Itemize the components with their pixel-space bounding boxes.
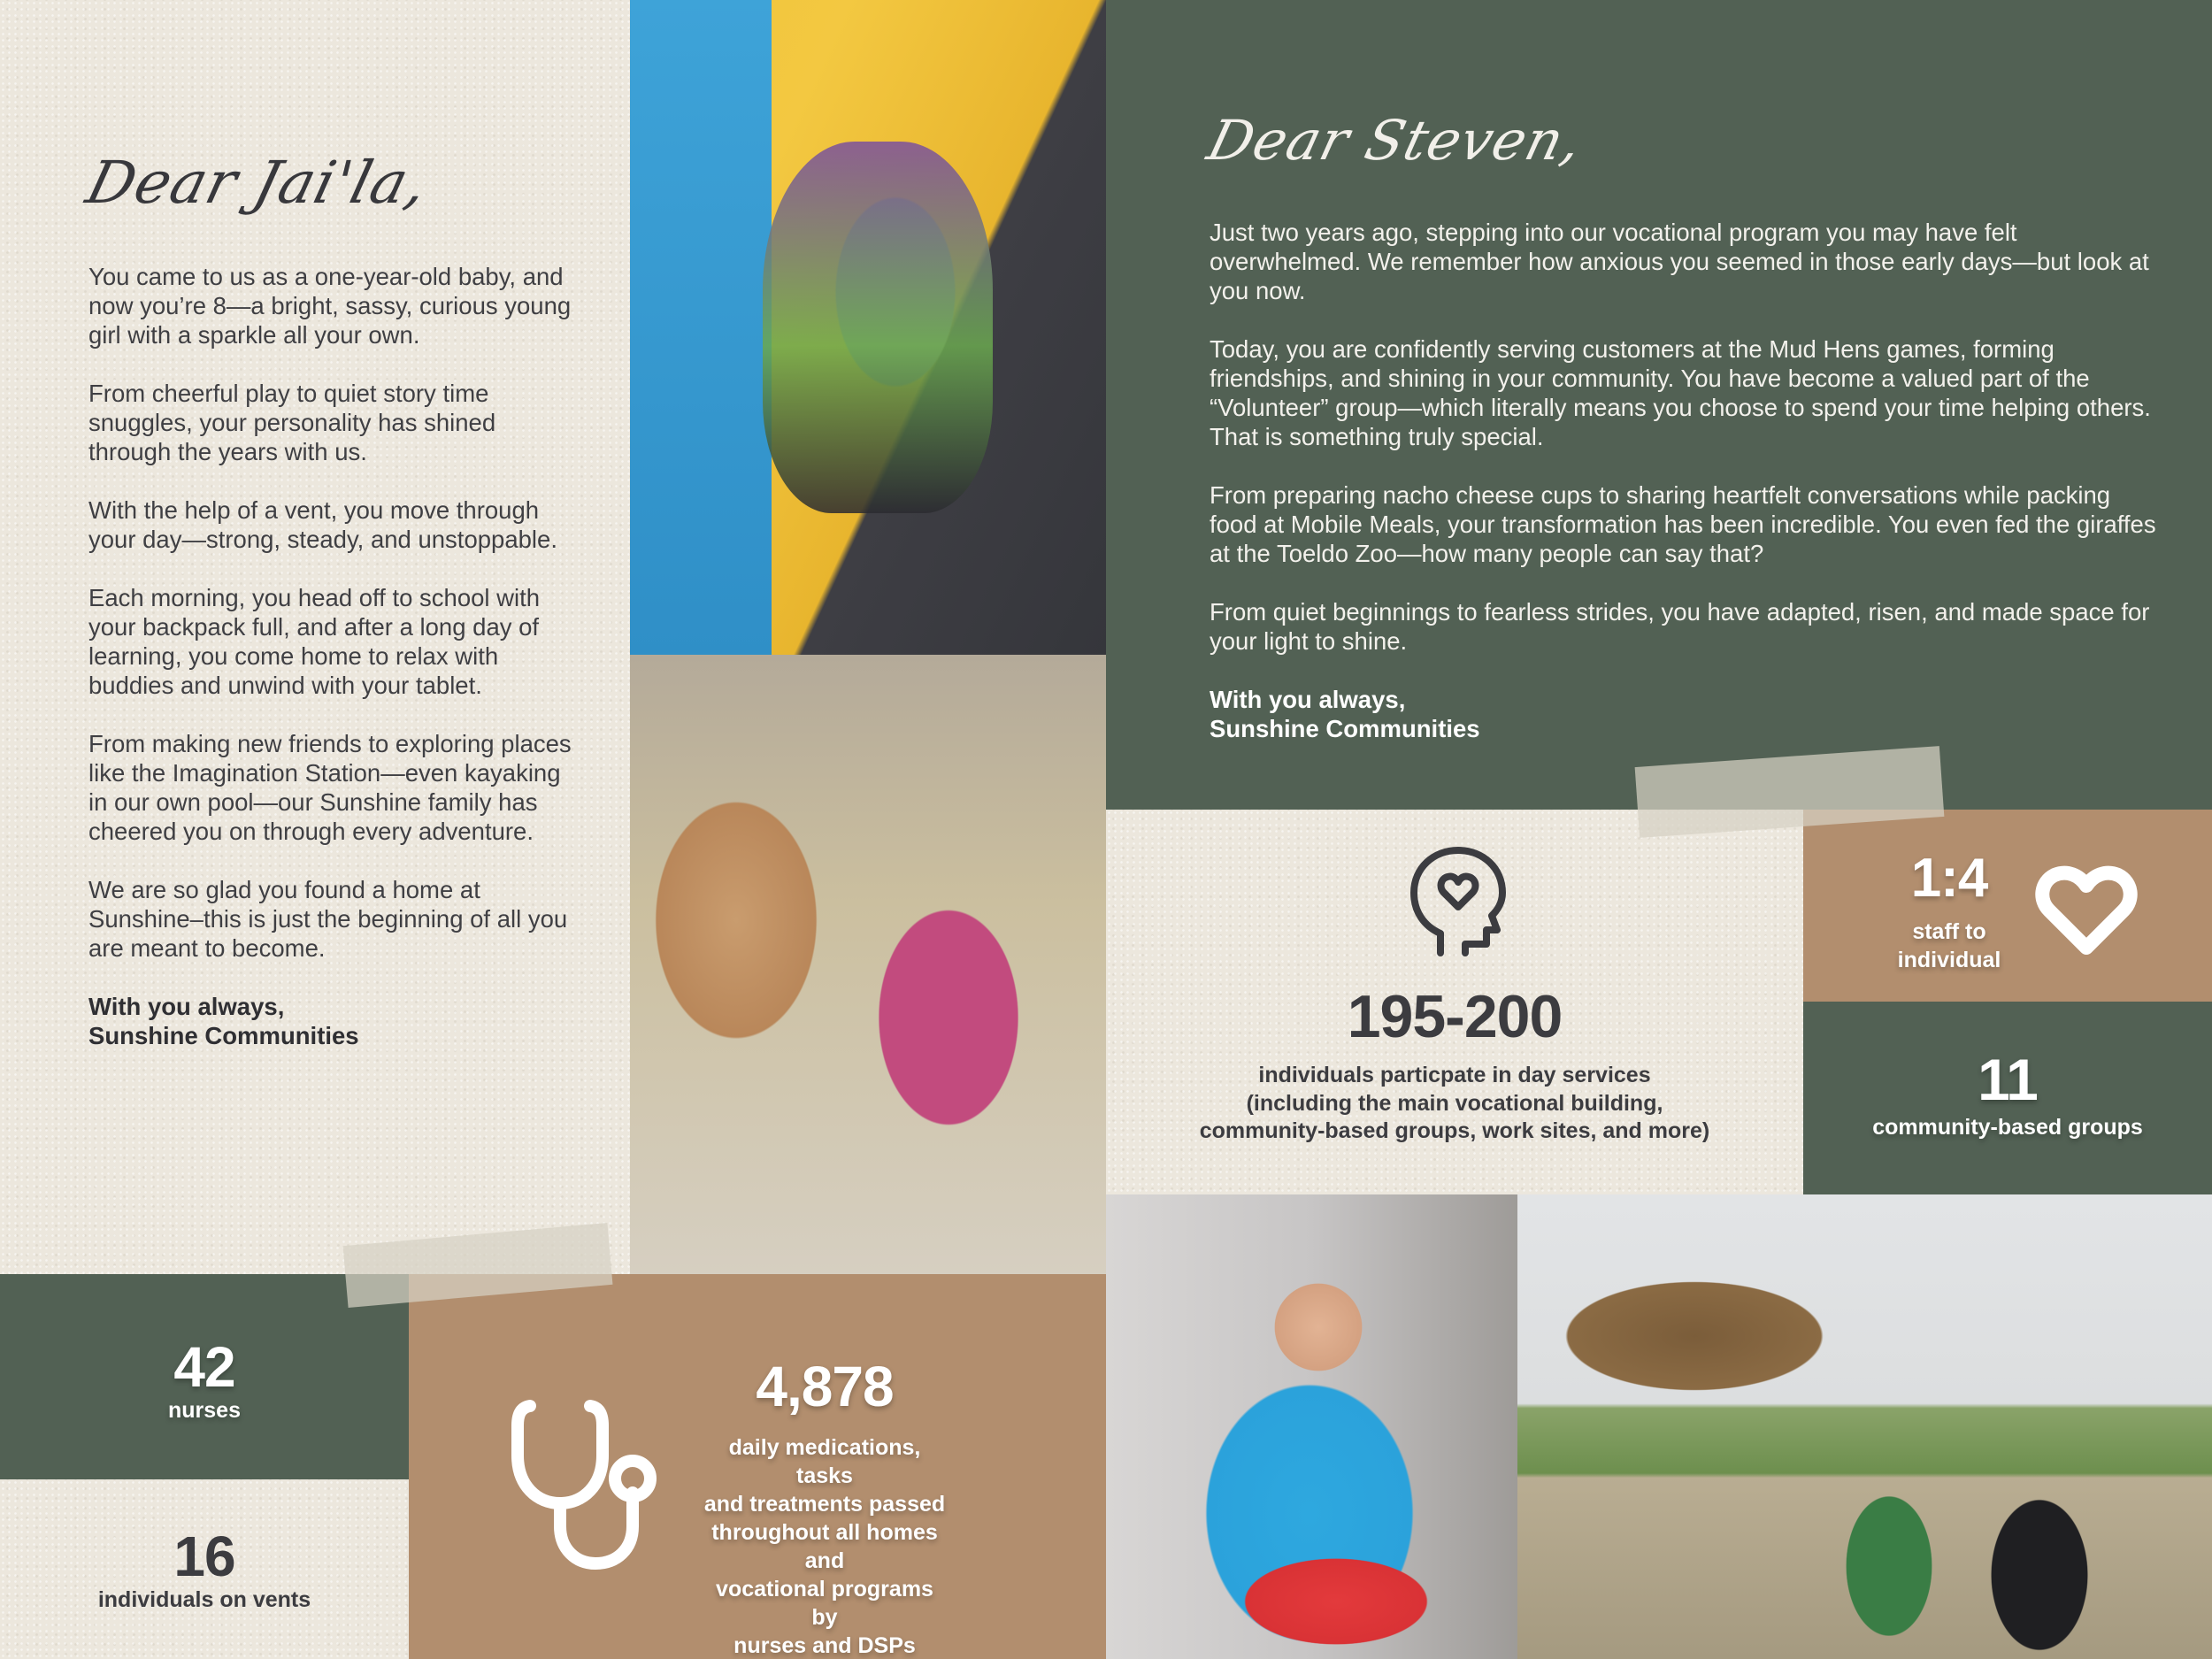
letter-to-steven bbox=[1106, 0, 2212, 810]
letter-paragraph: From making new friends to exploring places like the Imagination Station—even kayaking in our own pool—our Sunshine family has cheered you on through every adventure. bbox=[88, 730, 572, 845]
stat-label-line: (including the main vocational building, bbox=[1246, 1090, 1663, 1116]
letter-paragraph: Each morning, you head off to school with your backpack full, and after a long day of learning, you come home to relax with buddies and unwind with your tablet. bbox=[88, 584, 541, 699]
letter-paragraph: From quiet beginnings to fearless strides, you have adapted, risen, and made space for your light to shine. bbox=[1210, 598, 2150, 655]
stat-staff-ratio bbox=[1803, 810, 2212, 1002]
stat-label bbox=[701, 1433, 949, 1659]
signoff-line: Sunshine Communities bbox=[88, 1022, 359, 1049]
letter-signoff bbox=[1210, 685, 2156, 743]
signoff-line: With you always, bbox=[88, 993, 285, 1020]
stat-label: community-based groups bbox=[1872, 1115, 2143, 1140]
signoff-line: With you always, bbox=[1210, 686, 1406, 713]
photo-girl-with-pony bbox=[630, 655, 1106, 1274]
stat-label-line: staff to bbox=[1912, 919, 1986, 944]
stethoscope-icon bbox=[511, 1394, 665, 1571]
stat-value: 1:4 bbox=[1910, 848, 1988, 909]
photo-feeding-giraffe bbox=[1517, 1194, 2212, 1659]
stat-value: 4,878 bbox=[756, 1355, 894, 1418]
stat-label-line: throughout all homes and bbox=[711, 1520, 938, 1573]
stat-value: 16 bbox=[173, 1525, 235, 1588]
stat-day-services bbox=[1106, 810, 1803, 1194]
stat-community-groups bbox=[1803, 1002, 2212, 1194]
letter-signoff bbox=[88, 992, 584, 1050]
letter-paragraph: With the help of a vent, you move through your day—strong, steady, and unstoppable. bbox=[88, 496, 557, 553]
letter-body bbox=[1210, 218, 2156, 743]
letter-paragraph: Just two years ago, stepping into our vocational program you may have felt overwhelmed. We remember how anxious you seemed in those early days—but look at you now. bbox=[1210, 219, 2149, 304]
stat-value: 195-200 bbox=[1347, 983, 1563, 1050]
letter-paragraph: You came to us as a one-year-old baby, and now you’re 8—a bright, sassy, curious young girl with a sparkle all your own. bbox=[88, 263, 572, 349]
head-heart-icon bbox=[1405, 845, 1509, 958]
photo-girl-in-kayak bbox=[630, 0, 1106, 655]
stat-label-line: vocational programs by bbox=[716, 1577, 933, 1630]
letter-paragraph: We are so glad you found a home at Sunshine–this is just the beginning of all you are meant to become. bbox=[88, 876, 568, 962]
letter-to-jaila bbox=[0, 0, 630, 1274]
signoff-line: Sunshine Communities bbox=[1210, 715, 1480, 742]
letter-greeting: Dear Jai'la, bbox=[80, 149, 435, 217]
letter-paragraph: Today, you are confidently serving customers at the Mud Hens games, forming friendships, and shining in your community. You have become a valued part of the “Volunteer” group—which literally means you choose to spend your time helping others. That is something truly special. bbox=[1210, 335, 2151, 450]
stat-label-line: and treatments passed bbox=[703, 1492, 946, 1517]
stat-label bbox=[1106, 1062, 1803, 1146]
heart-icon bbox=[2035, 864, 2138, 956]
stat-label-line: daily medications, tasks bbox=[728, 1435, 921, 1488]
stat-medications bbox=[409, 1274, 1106, 1659]
stat-label: individuals on vents bbox=[97, 1587, 311, 1612]
stat-value: 42 bbox=[173, 1335, 235, 1399]
letter-body bbox=[88, 262, 584, 1050]
stat-label-line: individuals particpate in day services bbox=[1258, 1063, 1651, 1087]
stat-label-line: individual bbox=[1897, 948, 2001, 972]
letter-paragraph: From cheerful play to quiet story time snuggles, your personality has shined through the years with us. bbox=[88, 380, 496, 465]
photo-steven-with-bag bbox=[1106, 1194, 1517, 1659]
stat-vents bbox=[0, 1479, 409, 1659]
stat-label-line: nurses and DSPs bbox=[733, 1633, 916, 1658]
stat-label: nurses bbox=[168, 1398, 241, 1423]
letter-greeting: Dear Steven, bbox=[1201, 108, 1590, 173]
stat-value: 11 bbox=[1978, 1047, 2038, 1112]
stat-label-line: community-based groups, work sites, and more) bbox=[1199, 1118, 1710, 1143]
letter-paragraph: From preparing nacho cheese cups to sharing heartfelt conversations while packing food at Mobile Meals, your transformation has been incredible. You even fed the giraffes at the Toeldo Zoo—how many people can say that? bbox=[1210, 481, 2156, 567]
